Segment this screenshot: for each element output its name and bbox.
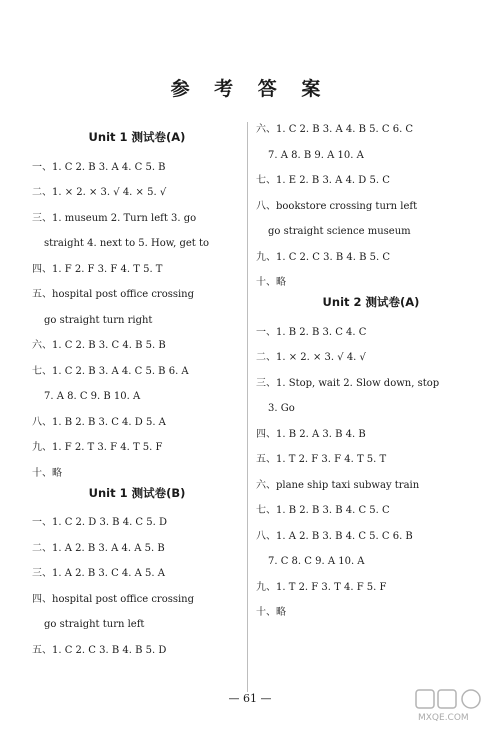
answer-line: 九、1. F 2. T 3. F 4. T 5. F — [32, 442, 163, 453]
answer-line: 二、1. × 2. × 3. √ 4. √ — [256, 352, 366, 363]
answer-line: 十、略 — [256, 607, 286, 618]
answer-line: 九、1. T 2. F 3. T 4. F 5. F — [256, 581, 387, 593]
answer-line: 四、1. B 2. A 3. B 4. B — [256, 428, 366, 440]
page-number: — 61 — — [228, 692, 272, 705]
column-divider — [247, 122, 248, 692]
answer-line: 六、1. C 2. B 3. C 4. B 5. B — [32, 340, 166, 351]
section-title: Unit 1 测试卷(A) — [88, 130, 186, 144]
answer-line: 八、bookstore crossing turn left — [256, 200, 418, 212]
answer-line: 七、1. B 2. B 3. B 4. C 5. C — [256, 505, 390, 516]
answer-line: 九、1. C 2. C 3. B 4. B 5. C — [256, 251, 390, 263]
answer-line: 十、略 — [32, 467, 62, 479]
right-column — [256, 124, 486, 619]
answer-line: 七、1. E 2. B 3. A 4. D 5. C — [256, 175, 390, 186]
answer-line-continued: 7. A 8. C 9. B 10. A — [44, 391, 141, 402]
answer-line: 四、1. F 2. F 3. F 4. T 5. T — [32, 263, 163, 275]
page-title: 参 考 答 案 — [170, 78, 330, 100]
answer-line-continued: go straight turn left — [44, 619, 145, 630]
answer-line: 四、hospital post office crossing — [32, 593, 195, 605]
answer-line: 六、1. C 2. B 3. A 4. B 5. C 6. C — [256, 124, 414, 135]
answer-line: 八、1. A 2. B 3. B 4. C 5. C 6. B — [256, 530, 413, 542]
answer-line: 二、1. × 2. × 3. √ 4. × 5. √ — [32, 187, 167, 198]
answer-line: 一、1. C 2. D 3. B 4. C 5. D — [32, 517, 167, 528]
section-title: Unit 2 测试卷(A) — [322, 295, 420, 309]
answer-line-continued: straight 4. next to 5. How, get to — [44, 238, 210, 249]
answer-line: 三、1. A 2. B 3. C 4. A 5. A — [32, 568, 165, 579]
section-title: Unit 1 测试卷(B) — [88, 485, 186, 500]
answer-line-continued: 7. C 8. C 9. A 10. A — [268, 556, 365, 567]
answer-line: 十、略 — [256, 277, 286, 288]
answer-line: 一、1. B 2. B 3. C 4. C — [256, 326, 367, 338]
answer-line-continued: go straight science museum — [268, 226, 411, 237]
answer-line-continued: 7. A 8. B 9. A 10. A — [268, 149, 364, 161]
answer-line: 五、1. T 2. F 3. F 4. T 5. T — [256, 454, 387, 465]
answer-line-continued: go straight turn right — [44, 314, 153, 326]
answer-line: 一、1. C 2. B 3. A 4. C 5. B — [32, 161, 166, 173]
answer-line: 七、1. C 2. B 3. A 4. C 5. B 6. A — [32, 365, 189, 377]
answer-line: 五、hospital post office crossing — [32, 289, 195, 300]
answer-line: 八、1. B 2. B 3. C 4. D 5. A — [32, 416, 166, 428]
answer-line: 二、1. A 2. B 3. A 4. A 5. B — [32, 542, 165, 554]
left-column — [32, 124, 242, 657]
answer-line: 三、1. museum 2. Turn left 3. go — [32, 212, 197, 224]
answer-line: 三、1. Stop, wait 2. Slow down, stop — [256, 377, 440, 389]
watermark-text: MXQE.COM — [418, 713, 469, 723]
watermark-logo — [414, 688, 492, 724]
answer-line: 五、1. C 2. C 3. B 4. B 5. D — [32, 644, 167, 656]
answer-line-continued: 3. Go — [268, 403, 295, 414]
answer-line: 六、plane ship taxi subway train — [256, 479, 420, 491]
